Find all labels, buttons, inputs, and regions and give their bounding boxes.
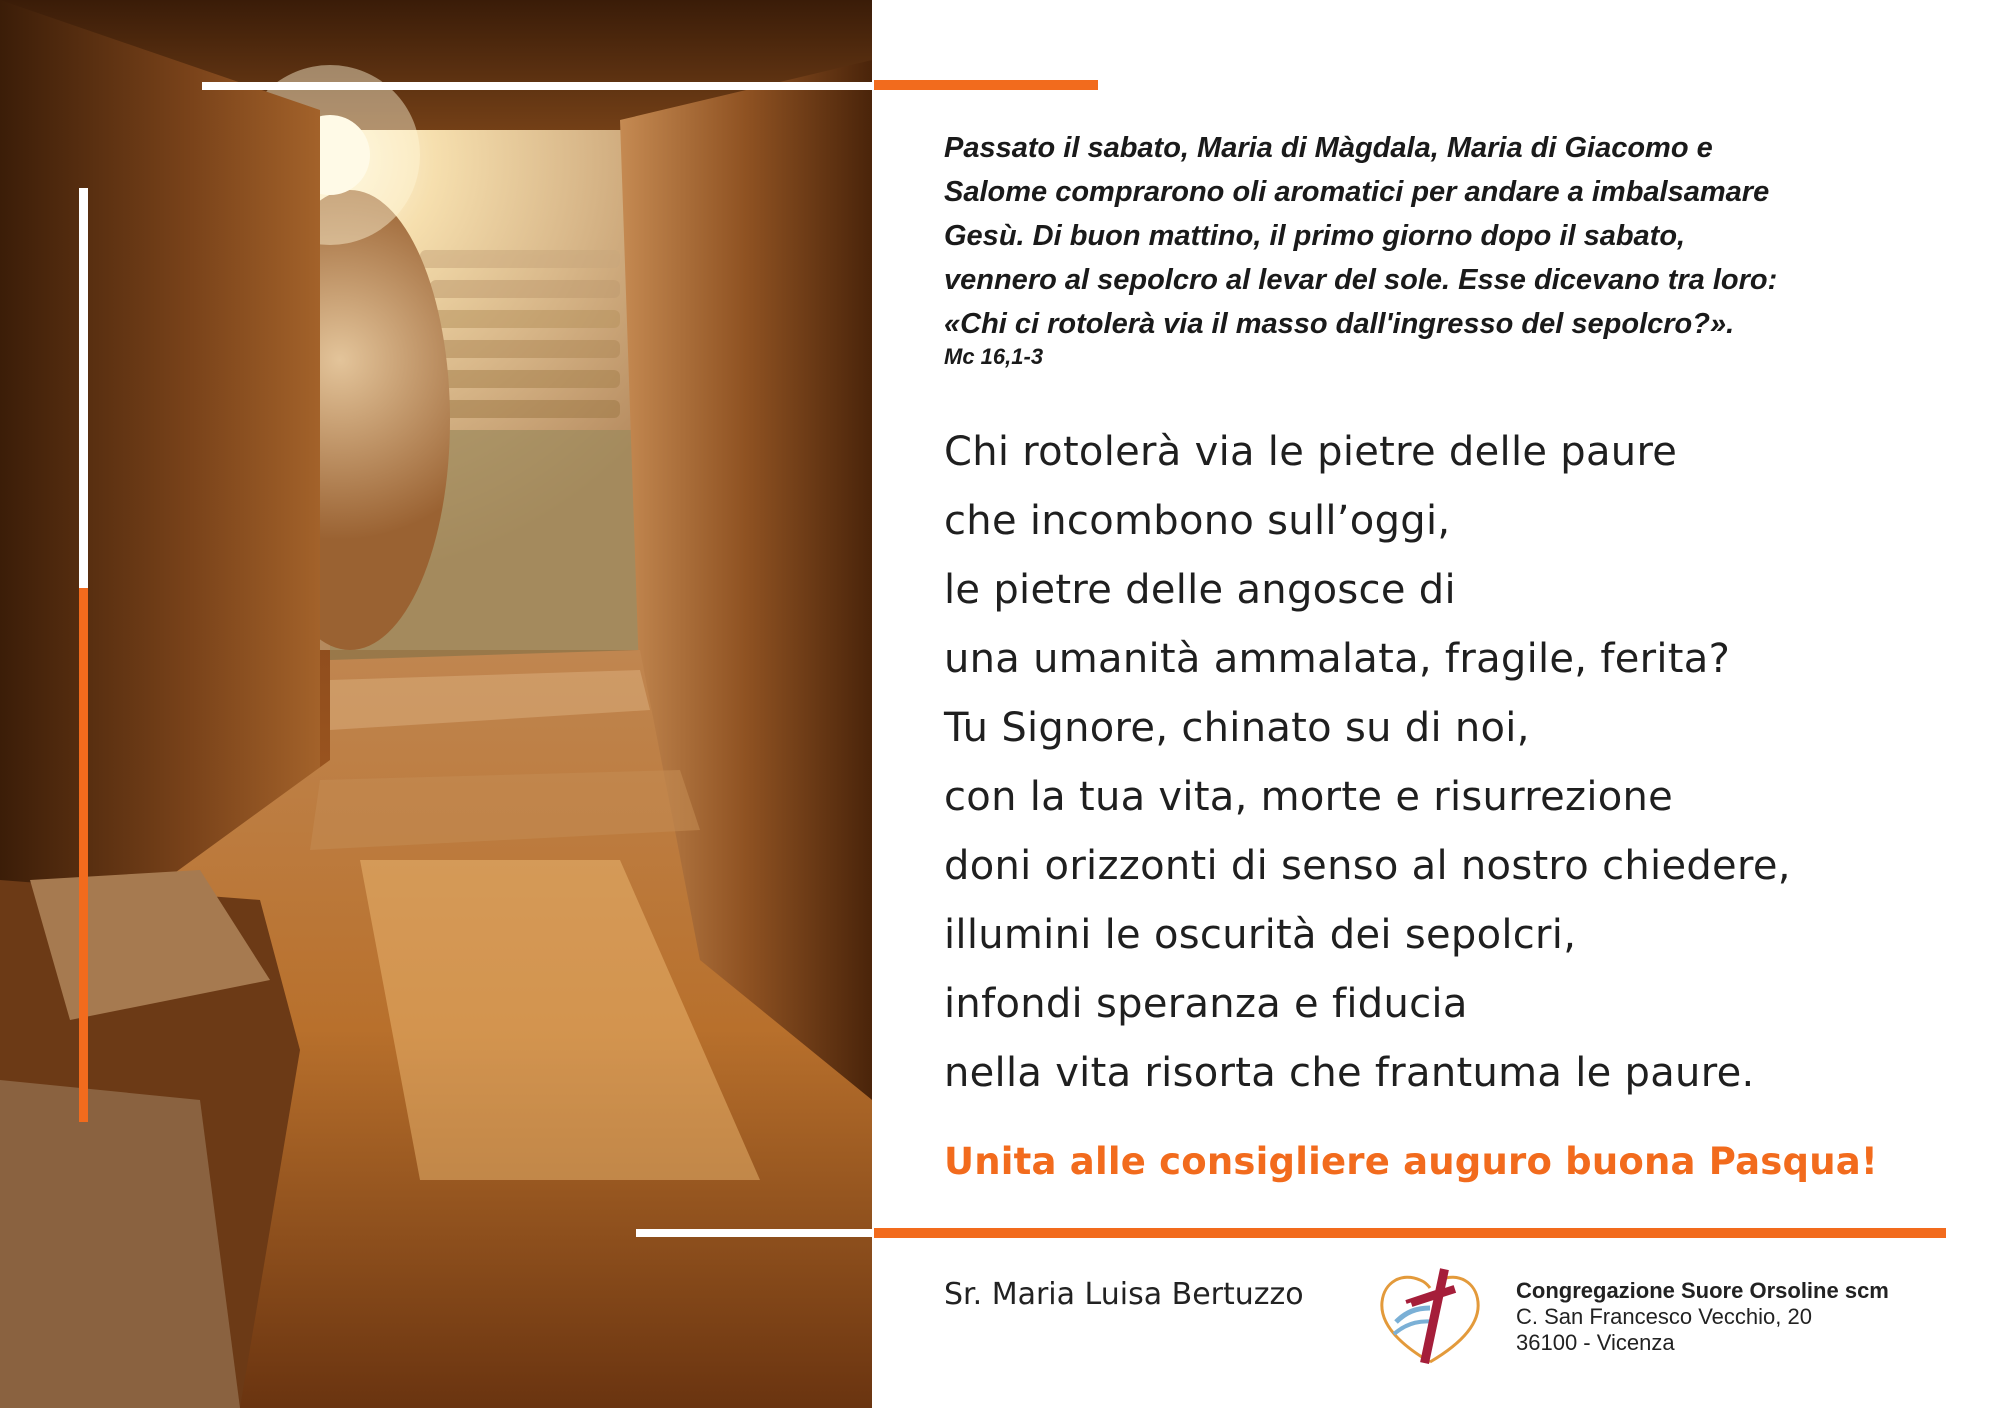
poem-line: nella vita risorta che frantuma le paure. [944, 1050, 1755, 1096]
quote-line: vennero al sepolcro al levar del sole. Esse dicevano tra loro: [944, 264, 1778, 296]
quote-line: Passato il sabato, Maria di Màgdala, Maria di Giacomo e [944, 132, 1713, 164]
left-orange-rule [79, 588, 88, 1122]
signature: Sr. Maria Luisa Bertuzzo [944, 1277, 1304, 1312]
gospel-quote [944, 126, 1944, 346]
poem-line: infondi speranza e fiducia [944, 981, 1468, 1027]
organization-address-line1: C. San Francesco Vecchio, 20 [1516, 1304, 1812, 1329]
poem-line: doni orizzonti di senso al nostro chiedere, [944, 843, 1791, 889]
poem [944, 418, 1964, 1108]
organization-name: Congregazione Suore Orsoline scm [1516, 1278, 1889, 1303]
bottom-white-rule [636, 1229, 874, 1237]
quote-line: Salome comprarono oli aromatici per andare a imbalsamare [944, 176, 1770, 208]
quote-line: «Chi ci rotolerà via il masso dall'ingresso del sepolcro?». [944, 308, 1735, 340]
poem-line: una umanità ammalata, fragile, ferita? [944, 636, 1731, 682]
quote-line: Gesù. Di buon mattino, il primo giorno dopo il sabato, [944, 220, 1686, 252]
poem-line: illumini le oscurità dei sepolcri, [944, 912, 1577, 958]
organization-address-line2: 36100 - Vicenza [1516, 1330, 1675, 1355]
top-white-rule [202, 82, 874, 90]
quote-reference: Mc 16,1-3 [944, 344, 1044, 369]
top-orange-rule [874, 80, 1098, 90]
poem-line: che incombono sull’oggi, [944, 498, 1451, 544]
tomb-scene-illustration [0, 0, 872, 1408]
easter-greeting: Unita alle consigliere auguro buona Pasqua! [944, 1140, 1878, 1183]
empty-tomb-photo [0, 0, 872, 1408]
poem-line: Chi rotolerà via le pietre delle paure [944, 429, 1678, 475]
congregation-logo-icon [1376, 1262, 1484, 1372]
poem-line: con la tua vita, morte e risurrezione [944, 774, 1674, 820]
poem-line: le pietre delle angosce di [944, 567, 1456, 613]
poem-line: Tu Signore, chinato su di noi, [944, 705, 1530, 751]
bottom-orange-rule [874, 1228, 1946, 1238]
left-white-rule [79, 188, 88, 588]
organization-info [1516, 1278, 1889, 1356]
